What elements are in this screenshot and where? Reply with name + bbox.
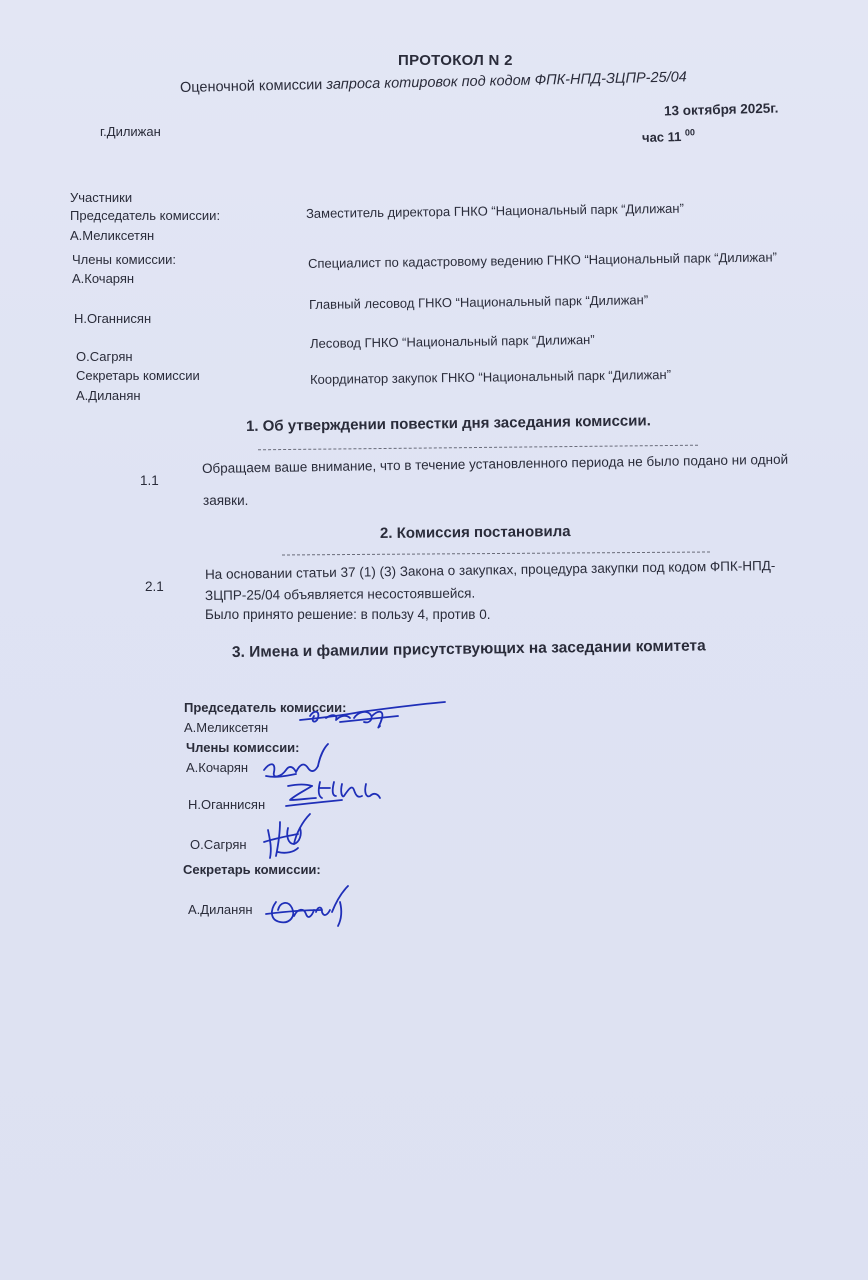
sign-secretary-name: А.Диланян xyxy=(188,902,253,917)
member1-name: А.Кочарян xyxy=(72,271,135,286)
sign-secretary-label: Секретарь комиссии: xyxy=(183,862,321,877)
section3-heading: 3. Имена и фамилии присутствующих на заседании комитета xyxy=(231,637,706,661)
sign-members-label: Члены комиссии: xyxy=(186,740,300,755)
sign-member3-name: О.Сагрян xyxy=(190,837,247,852)
secretary-label: Секретарь комиссии xyxy=(76,368,200,383)
sign-chair-name: А.Меликсетян xyxy=(184,720,269,735)
section1-item-number: 1.1 xyxy=(140,473,159,488)
member1-role: Специалист по кадастровому ведению ГНКО “Национальный парк “Дилижан” xyxy=(307,249,777,271)
subtitle-italic: запроса котировок под кодом ФПК-НПД-ЗЦПР-25/04 xyxy=(326,69,687,93)
secretary-name: А.Диланян xyxy=(76,388,141,403)
sign-member1-name: А.Кочарян xyxy=(186,760,249,775)
member3-role: Лесовод ГНКО “Национальный парк “Дилижан” xyxy=(309,332,595,351)
document-subtitle xyxy=(180,69,687,96)
members-label: Члены комиссии: xyxy=(72,252,177,267)
chair-name: А.Меликсетян xyxy=(70,228,155,243)
signature-chair xyxy=(280,696,460,740)
member3-name: О.Сагрян xyxy=(76,349,133,364)
signature-secretary xyxy=(262,882,362,932)
section2-divider xyxy=(282,552,710,556)
section2-item-line3: Было принято решение: в пользу 4, против 0. xyxy=(205,607,491,622)
section1-heading: 1. Об утверждении повестки дня заседания комиссии. xyxy=(245,412,651,435)
sign-member2-name: Н.Оганнисян xyxy=(188,797,266,812)
chair-label: Председатель комиссии: xyxy=(70,208,221,223)
section2-heading: 2. Комиссия постановила xyxy=(379,523,571,542)
document-title: ПРОТОКОЛ N 2 xyxy=(398,52,513,69)
document-date: 13 октября 2025г. xyxy=(663,100,779,119)
participants-heading: Участники xyxy=(70,190,133,205)
section1-item-line2: заявки. xyxy=(203,493,249,508)
section2-item-line2: ЗЦПР-25/04 объявляется несостоявшейся. xyxy=(204,585,476,603)
member2-name: Н.Оганнисян xyxy=(74,311,152,326)
section1-divider xyxy=(258,445,698,451)
hour-minutes: 00 xyxy=(684,127,696,138)
signature-member2 xyxy=(282,776,392,812)
sign-chair-label: Председатель комиссии: xyxy=(184,700,347,715)
document-hour: час 11 $^{00}$ xyxy=(641,127,696,146)
member2-role: Главный лесовод ГНКО “Национальный парк “Дилижан” xyxy=(308,292,649,312)
section1-item-line1: Обращаем ваше внимание, что в течение установленного периода не было подано ни одной xyxy=(201,451,789,476)
signature-member3 xyxy=(258,812,328,862)
chair-role: Заместитель директора ГНКО “Национальный парк “Дилижан” xyxy=(305,200,684,221)
document-city: г.Дилижан xyxy=(100,124,161,139)
section2-item-number: 2.1 xyxy=(145,579,164,594)
section2-item-line1: На основании статьи 37 (1) (3) Закона о закупках, процедура закупки под кодом ФПК-НПД- xyxy=(204,558,776,582)
secretary-role: Координатор закупок ГНКО “Национальный парк “Дилижан” xyxy=(309,366,672,387)
subtitle-prefix: Оценочной комиссии xyxy=(179,77,323,96)
